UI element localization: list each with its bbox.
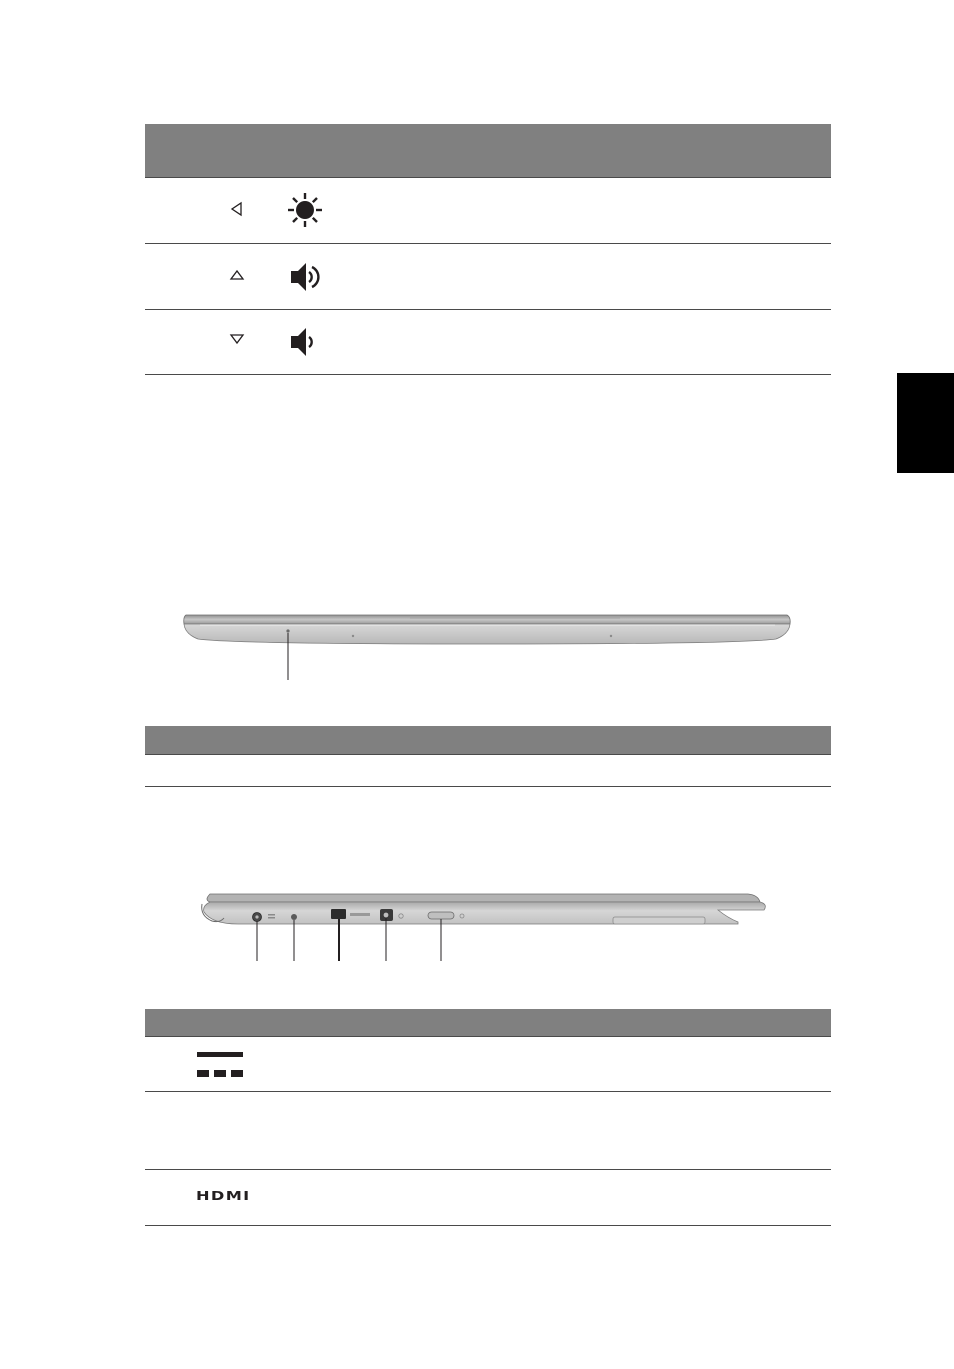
laptop-left-view-image (198, 888, 770, 966)
speaker-volume-up-icon (289, 260, 323, 294)
table-row (145, 1037, 831, 1091)
table-row (145, 755, 831, 786)
laptop-front-view-image (180, 608, 795, 686)
dc-power-icon (196, 1050, 244, 1080)
hotkey-table-header (145, 124, 831, 177)
arrow-left-outline-icon (230, 201, 244, 217)
chapter-tab-marker (897, 373, 954, 473)
hdmi-logo-icon: HDMI (196, 1189, 251, 1203)
table-divider (145, 786, 831, 787)
arrow-down-outline-icon (229, 332, 245, 346)
front-view-table-header (145, 726, 831, 754)
table-row (145, 178, 831, 243)
table-row (145, 310, 831, 374)
table-divider (145, 1225, 831, 1226)
speaker-volume-down-icon (289, 325, 323, 359)
left-view-table-header (145, 1009, 831, 1036)
table-divider (145, 374, 831, 375)
table-row (145, 1092, 831, 1169)
table-row (145, 244, 831, 309)
table-row (145, 1170, 831, 1225)
brightness-sun-icon (287, 192, 323, 228)
arrow-up-outline-icon (229, 268, 245, 282)
